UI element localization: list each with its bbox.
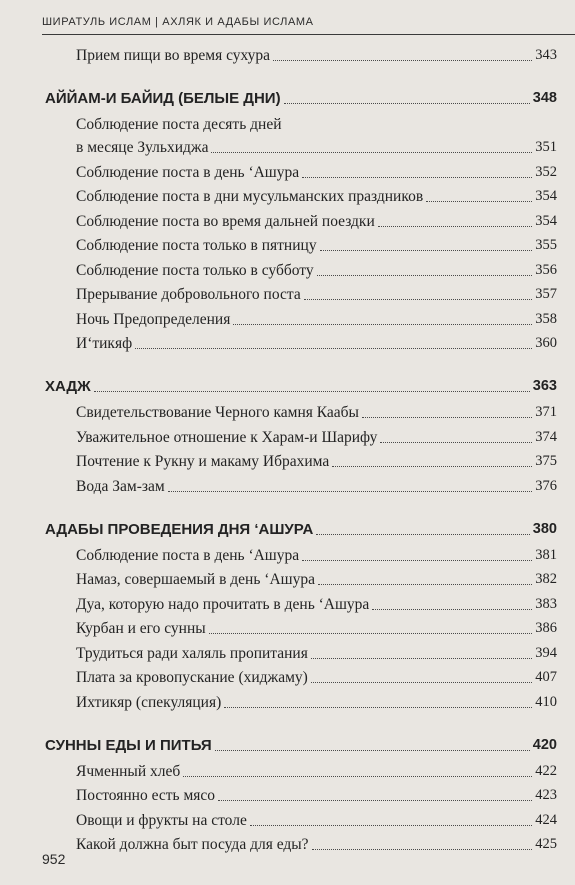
toc-entry <box>76 693 557 712</box>
toc-entry <box>76 546 557 565</box>
dot-leader <box>302 560 532 561</box>
dot-leader <box>224 707 532 708</box>
toc-page-number: 348 <box>532 90 557 106</box>
dot-leader <box>317 275 533 276</box>
toc-page-number: 382 <box>535 571 557 587</box>
toc-page-number: 422 <box>535 762 557 779</box>
toc-entry-title: Вода Зам-зам <box>76 477 165 495</box>
toc-entry-title: Соблюдение поста в дни мусульманских праздников <box>76 188 424 205</box>
toc-entry-title: Ночь Предопределения <box>76 310 231 328</box>
toc-page-number: 423 <box>535 787 557 803</box>
toc-entry-title: СУННЫ ЕДЫ И ПИТЬЯ <box>45 736 212 754</box>
toc-page-number: 351 <box>535 139 557 155</box>
toc-page-number: 407 <box>535 669 557 685</box>
dot-leader <box>320 250 533 251</box>
toc-page-number: 354 <box>535 188 557 204</box>
dot-leader <box>304 299 533 300</box>
toc-entry <box>76 811 557 830</box>
toc-page-number: 424 <box>535 811 557 828</box>
dot-leader <box>362 417 532 418</box>
toc-entry <box>76 334 557 353</box>
dot-leader <box>316 534 530 535</box>
toc-entry <box>76 428 557 447</box>
toc-entry <box>76 236 557 255</box>
toc-entry-title: И‘тикяф <box>76 335 133 352</box>
toc-entry-title: Соблюдение поста во время дальней поездки <box>76 212 375 230</box>
toc-entry-title: Намаз, совершаемый в день ‘Ашура <box>76 571 315 588</box>
dot-leader <box>302 177 532 178</box>
toc-entry <box>76 310 557 329</box>
dot-leader <box>135 348 532 349</box>
toc-page-number: 352 <box>535 163 557 180</box>
toc-entry <box>76 570 557 589</box>
dot-leader <box>273 60 532 61</box>
toc-entry-title: Курбан и его сунны <box>76 620 206 637</box>
toc-page-number: 354 <box>535 212 557 229</box>
toc-page-number: 356 <box>535 261 557 278</box>
toc-page-number: 386 <box>535 620 557 636</box>
table-of-contents <box>45 46 557 854</box>
dot-leader <box>215 750 530 751</box>
dot-leader <box>311 682 532 683</box>
running-header: ШИРАТУЛЬ ИСЛАМ | АХЛЯК И АДАБЫ ИСЛАМА <box>42 16 314 28</box>
toc-entry <box>76 403 557 422</box>
toc-page-number: 394 <box>535 644 557 661</box>
toc-entry-title: Соблюдение поста только в субботу <box>76 261 314 279</box>
toc-page-number: 357 <box>535 286 557 302</box>
toc-entry-title: Соблюдение поста десять дней <box>76 116 282 133</box>
page-number: 952 <box>42 851 66 867</box>
toc-page-number: 376 <box>535 477 557 494</box>
toc-entry-title: АЙЙАМ-И БАЙИД (БЕЛЫЕ ДНИ) <box>45 90 281 107</box>
toc-entry-title: Прерывание добровольного поста <box>76 286 301 303</box>
dot-leader <box>380 442 532 443</box>
dot-leader <box>168 491 533 492</box>
toc-page-number: 420 <box>532 736 557 753</box>
dot-leader <box>372 609 532 610</box>
toc-page-number: 363 <box>532 378 557 394</box>
toc-entry-title: Плата за кровопускание (хиджаму) <box>76 669 308 686</box>
toc-entry <box>76 835 557 854</box>
toc-entry-title: Прием пищи во время сухура <box>76 47 271 64</box>
toc-entry <box>76 138 557 157</box>
toc-page-number: 380 <box>532 520 557 537</box>
toc-entry <box>76 452 557 471</box>
toc-entry <box>76 668 557 687</box>
toc-entry-title: Соблюдение поста в день ‘Ашура <box>76 546 300 564</box>
dot-leader <box>183 776 532 777</box>
toc-entry-title: Ихтикяр (спекуляция) <box>76 693 222 711</box>
toc-entry <box>76 644 557 663</box>
toc-entry <box>76 762 557 781</box>
toc-entry-title: Какой должна быт посуда для еды? <box>76 836 309 853</box>
toc-entry-title: Уважительное отношение к Харам-и Шарифу <box>76 428 378 446</box>
dot-leader <box>318 584 532 585</box>
toc-entry-title: Овощи и фрукты на столе <box>76 811 247 829</box>
dot-leader <box>233 324 532 325</box>
dot-leader <box>284 103 530 104</box>
dot-leader <box>209 633 533 634</box>
dot-leader <box>311 658 532 659</box>
toc-entry <box>76 115 557 134</box>
toc-entry <box>76 261 557 280</box>
toc-entry-title: Ячменный хлеб <box>76 762 181 780</box>
toc-section-heading <box>45 736 557 755</box>
toc-page-number: 383 <box>535 595 557 612</box>
toc-entry <box>76 285 557 304</box>
toc-entry-title: Соблюдение поста только в пятницу <box>76 237 317 254</box>
toc-page-number: 358 <box>535 310 557 327</box>
toc-entry-title: АДАБЫ ПРОВЕДЕНИЯ ДНЯ ‘АШУРА <box>45 520 314 538</box>
toc-page-number: 371 <box>535 404 557 420</box>
toc-page-number: 343 <box>535 47 557 63</box>
toc-section-heading <box>45 89 557 108</box>
toc-page-number: 425 <box>535 836 557 852</box>
toc-entry <box>76 619 557 638</box>
toc-page-number: 375 <box>535 453 557 469</box>
header-rule <box>42 34 575 35</box>
toc-section-heading <box>45 520 557 539</box>
toc-entry-title: Соблюдение поста в день ‘Ашура <box>76 163 300 181</box>
toc-entry <box>76 187 557 206</box>
dot-leader <box>332 466 532 467</box>
toc-page-number: 360 <box>535 335 557 351</box>
dot-leader <box>426 201 532 202</box>
toc-entry-title: Постоянно есть мясо <box>76 787 216 804</box>
toc-page-number: 374 <box>535 428 557 445</box>
toc-page-number: 381 <box>535 546 557 563</box>
dot-leader <box>211 152 532 153</box>
toc-entry <box>76 477 557 496</box>
toc-entry-title: ХАДЖ <box>45 378 91 395</box>
toc-entry-title: Почтение к Рукну и макаму Ибрахима <box>76 453 330 470</box>
dot-leader <box>94 391 530 392</box>
toc-entry <box>76 595 557 614</box>
dot-leader <box>218 800 532 801</box>
toc-entry-title: Дуа, которую надо прочитать в день ‘Ашура <box>76 595 370 613</box>
dot-leader <box>312 849 533 850</box>
dot-leader <box>250 825 532 826</box>
toc-entry-title: в месяце Зульхиджа <box>76 139 209 156</box>
dot-leader <box>378 226 532 227</box>
toc-entry <box>76 163 557 182</box>
toc-entry-title: Трудиться ради халяль пропитания <box>76 644 308 662</box>
toc-entry <box>76 786 557 805</box>
toc-entry <box>76 46 557 65</box>
toc-page-number: 410 <box>535 693 557 710</box>
toc-section-heading <box>45 377 557 396</box>
toc-entry <box>76 212 557 231</box>
toc-page-number: 355 <box>535 237 557 253</box>
toc-entry-title: Свидетельствование Черного камня Каабы <box>76 404 359 421</box>
